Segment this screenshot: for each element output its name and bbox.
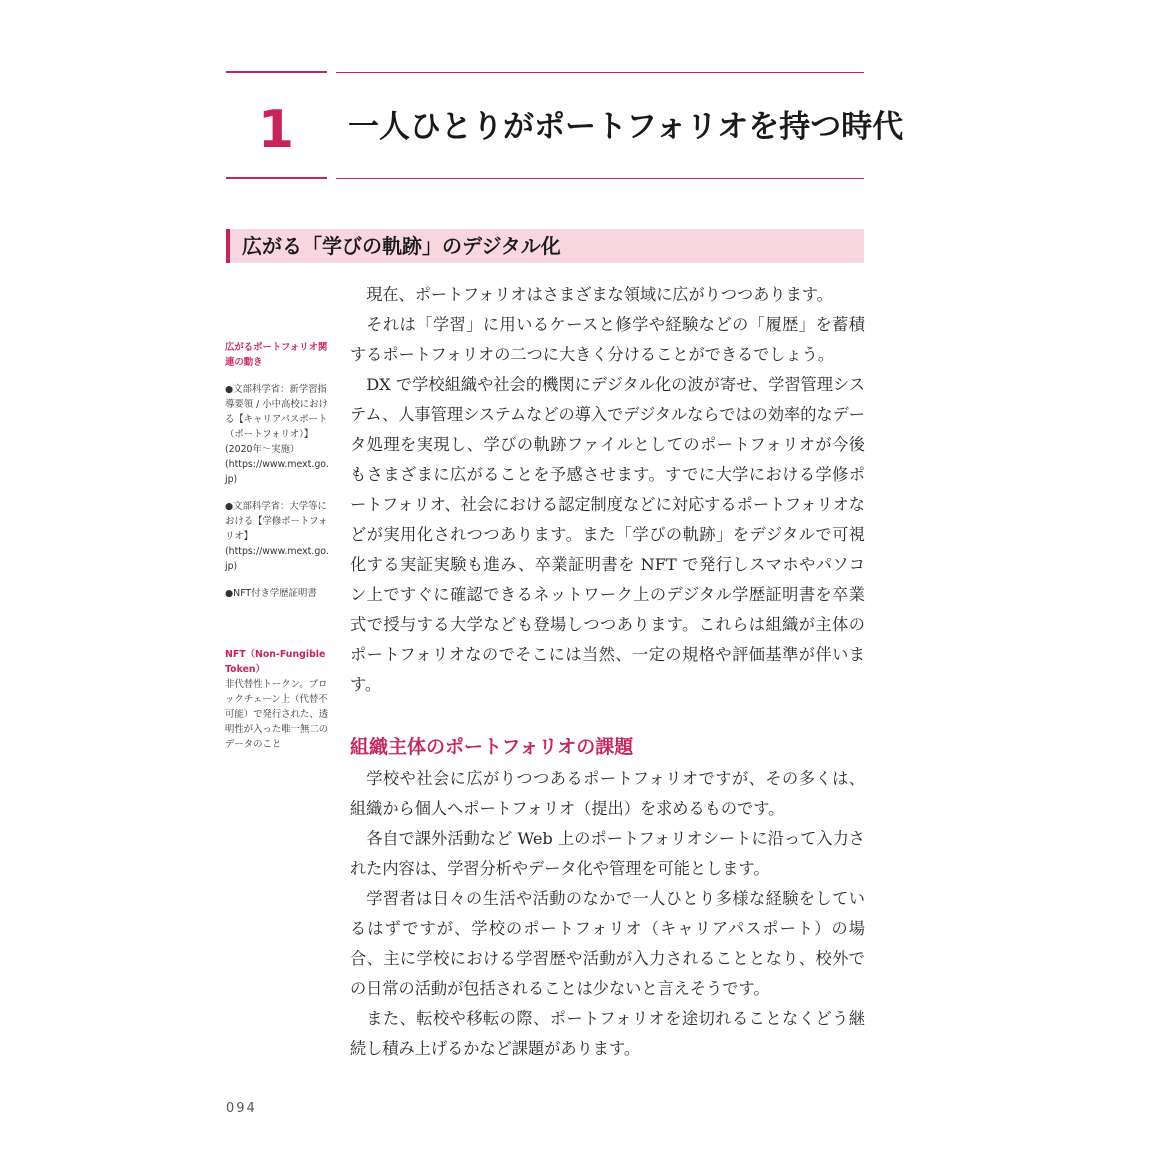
chapter-rule-bottom-right bbox=[336, 178, 864, 179]
chapter-number: 1 bbox=[257, 100, 295, 160]
sidebar-note-nft-certificate: ●NFT付き学歴証明書 bbox=[225, 588, 317, 599]
sidebar-heading-related-trends: 広がるポートフォリオ関連の動き bbox=[225, 342, 328, 368]
main-body bbox=[350, 280, 865, 1064]
chapter-rule-top-right bbox=[336, 72, 864, 73]
sidebar-notes bbox=[225, 340, 329, 752]
body-paragraph-5: 各自で課外活動など Web 上のポートフォリオシートに沿って入力された内容は、学習分析やデータ化や管理を可能とします。 bbox=[350, 829, 865, 878]
subsection-heading: 組織主体のポートフォリオの課題 bbox=[350, 736, 634, 758]
body-paragraph-4: 学校や社会に広がりつつあるポートフォリオですが、その多くは、組織から個人へポートフォリオ（提出）を求めるものです。 bbox=[350, 769, 865, 818]
body-paragraph-1: 現在、ポートフォリオはさまざまな領域に広がりつつあります。 bbox=[366, 285, 833, 304]
sidebar-heading-nft: NFT（Non-Fungible Token） bbox=[225, 649, 326, 675]
page-number: 094 bbox=[226, 1101, 257, 1116]
section-heading-marker bbox=[226, 229, 230, 263]
chapter-rule-top-left bbox=[226, 71, 327, 73]
body-paragraph-3: DX で学校組織や社会的機関にデジタル化の波が寄せ、学習管理システム、人事管理システムなどの導入でデジタルならではの効率的なデータ処理を実現し、学びの軌跡ファイルとしてのポートフォリオが今後もさまざまに広がることを予感させます。すでに大学における学修ポートフォリオ、社会における認定制度などに対応するポートフォリオなどが実用化されつつあります。また「学びの軌跡」をデジタルで可視化する実証実験も進み、卒業証明書を NFT で発行しスマホやパソコン上ですぐに確認できるネットワーク上のデジタル学歴証明書を卒業式で授与する大学なども登場しつつあります。これらは組織が主体のポートフォリオなのでそこには当然、一定の規格や評価基準が伴います。 bbox=[350, 375, 865, 694]
body-paragraph-2: それは「学習」に用いるケースと修学や経験などの「履歴」を蓄積するポートフォリオの二つに大きく分けることができるでしょう。 bbox=[350, 315, 865, 364]
sidebar-note-learning-portfolio: ●文部科学省：大学等における【学修ポートフォリオ】(https://www.mext.go.jp) bbox=[225, 501, 329, 572]
body-paragraph-7: また、転校や移転の際、ポートフォリオを途切れることなくどう継続し積み上げるかなど課題があります。 bbox=[350, 1009, 865, 1058]
sidebar-note-nft-definition: 非代替性トークン。ブロックチェーン上（代替不可能）で発行された、透明性が入った唯一無二のデータのこと bbox=[225, 679, 329, 750]
chapter-title: 一人ひとりがポートフォリオを持つ時代 bbox=[348, 109, 904, 145]
sidebar-note-career-passport: ●文部科学省：新学習指導要領 / 小中高校における【キャリアパスポート（ポートフォリオ）】(2020年〜実施）(https://www.mext.go.jp) bbox=[225, 384, 329, 485]
body-paragraph-6: 学習者は日々の生活や活動のなかで一人ひとり多様な経験をしているはずですが、学校のポートフォリオ（キャリアパスポート）の場合、主に学校における学習歴や活動が入力されることとなり、校外での日常の活動が包括されることは少ないと言えそうです。 bbox=[350, 889, 865, 998]
chapter-rule-bottom-left bbox=[226, 177, 327, 179]
section-title: 広がる「学びの軌跡」のデジタル化 bbox=[242, 234, 561, 258]
